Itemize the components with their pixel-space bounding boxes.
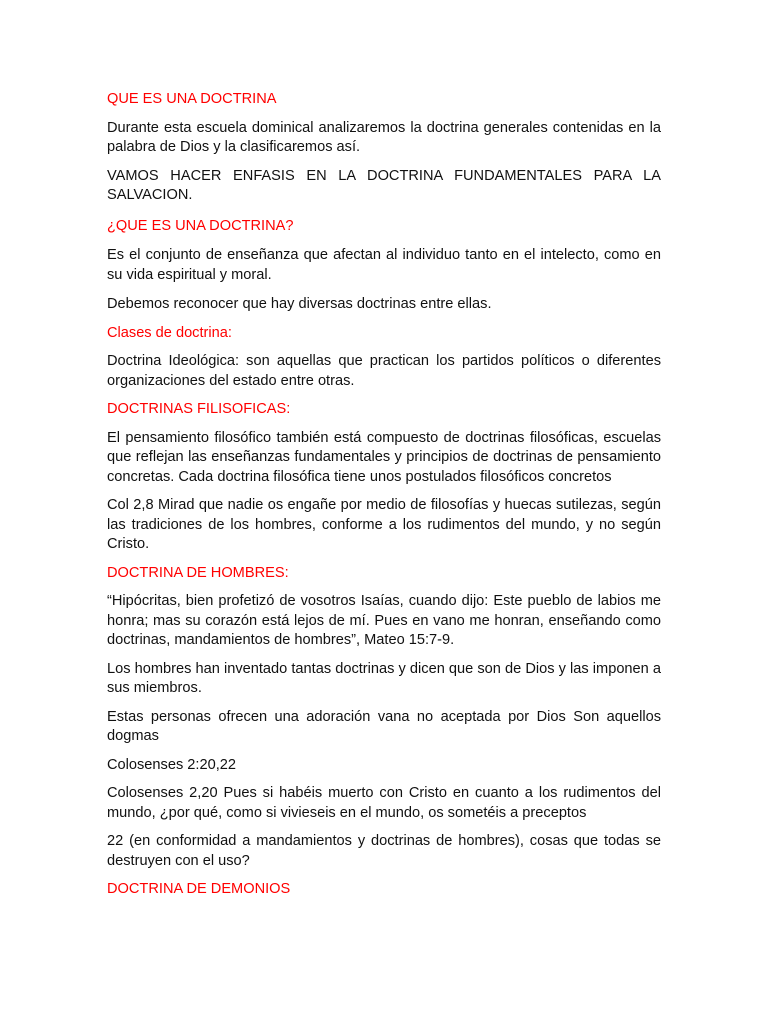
paragraph-mateo-quote: “Hipócritas, bien profetizó de vosotros Isaías, cuando dijo: Este pueblo de labios me honra; mas su corazón está lejos de mí. Pues en vano me honran, enseñando como doctrinas, mandamientos de hombres”, Mateo 15:7-9. xyxy=(107,593,661,648)
paragraph-verse-22: 22 (en conformidad a mandamientos y doctrinas de hombres), cosas que todas se destruyen con el uso? xyxy=(107,833,661,869)
paragraph-enfasis: VAMOS HACER ENFASIS EN LA DOCTRINA FUNDAMENTALES PARA LA SALVACION. xyxy=(107,167,661,203)
heading-doctrina-hombres: DOCTRINA DE HOMBRES: xyxy=(107,564,289,581)
paragraph-colosenses-2-8: Col 2,8 Mirad que nadie os engañe por medio de filosofías y huecas sutilezas, según las tradiciones de los hombres, conforme a los rudimentos del mundo, y no según Cristo. xyxy=(107,497,661,552)
heading-doctrina-demonios: DOCTRINA DE DEMONIOS xyxy=(107,881,291,897)
heading-question-doctrina: ¿QUE ES UNA DOCTRINA? xyxy=(107,217,294,234)
paragraph-diversas: Debemos reconocer que hay diversas doctrinas entre ellas. xyxy=(107,296,492,312)
paragraph-intro: Durante esta escuela dominical analizaremos la doctrina generales contenidas en la palabra de Dios y la clasificaremos así. xyxy=(107,119,661,155)
paragraph-definicion: Es el conjunto de enseñanza que afectan al individuo tanto en el intelecto, como en su vida espiritual y moral. xyxy=(107,247,661,283)
paragraph-colosenses-2-20: Colosenses 2,20 Pues si habéis muerto con Cristo en cuanto a los rudimentos del mundo, ¿por qué, como si vivieseis en el mundo, os sometéis a preceptos xyxy=(107,785,661,821)
paragraph-adoracion-vana: Estas personas ofrecen una adoración vana no aceptada por Dios Son aquellos dogmas xyxy=(107,708,661,744)
paragraph-colosenses-ref: Colosenses 2:20,22 xyxy=(107,756,236,773)
heading-clases-doctrina: Clases de doctrina: xyxy=(107,324,232,341)
paragraph-inventado: Los hombres han inventado tantas doctrinas y dicen que son de Dios y las imponen a sus miembros. xyxy=(107,660,661,696)
paragraph-filosofico: El pensamiento filosófico también está compuesto de doctrinas filosóficas, escuelas que reflejan las enseñanzas fundamentales y principios de doctrinas de pensamiento concretas. Cada doctrina filosófica tiene unos postulados filosóficos concretos xyxy=(107,429,661,485)
heading-que-es-una-doctrina: QUE ES UNA DOCTRINA xyxy=(107,91,277,107)
heading-doctrinas-filosoficas: DOCTRINAS FILISOFICAS: xyxy=(107,401,291,417)
paragraph-ideologica: Doctrina Ideológica: son aquellas que practican los partidos políticos o diferentes organizaciones del estado entre otras. xyxy=(107,353,661,389)
